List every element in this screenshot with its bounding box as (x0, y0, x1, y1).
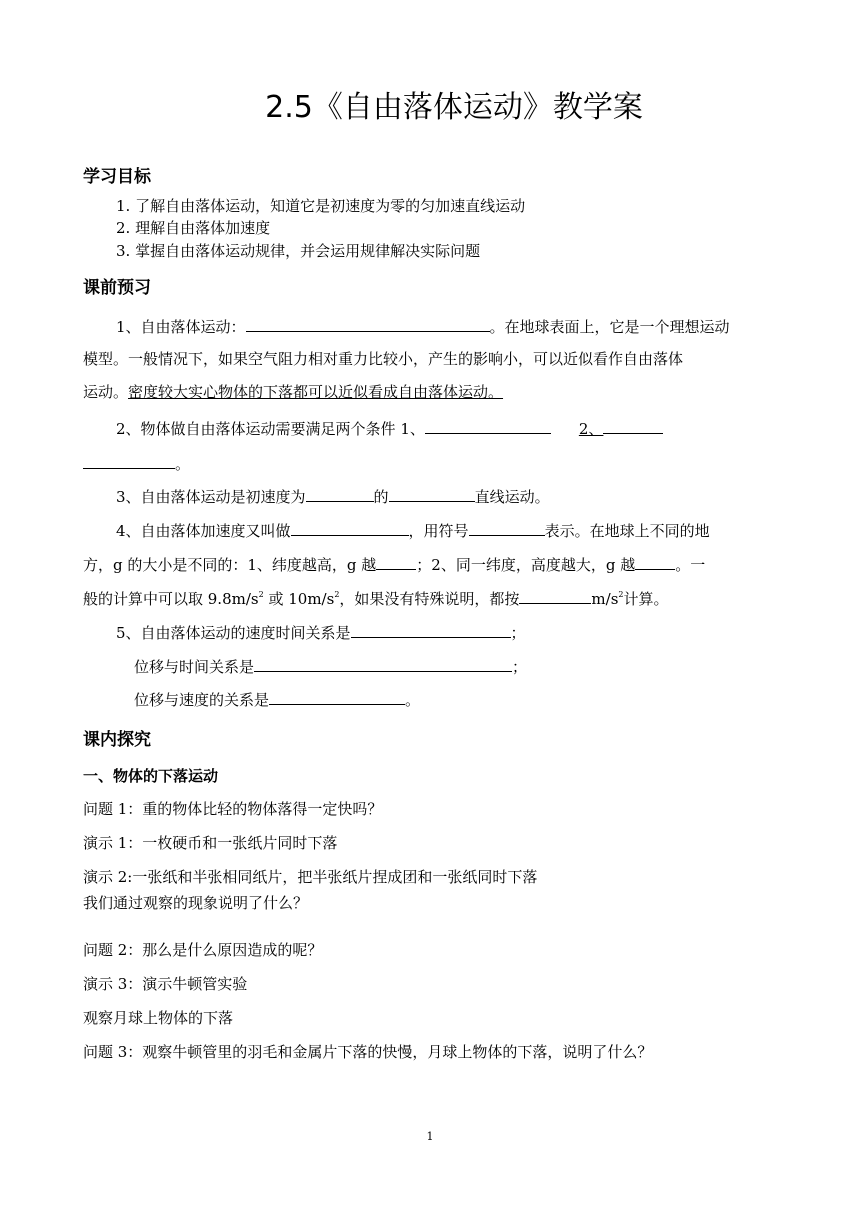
preview-heading: 课前预习 (83, 278, 151, 298)
text: 直线运动。 (474, 488, 550, 506)
preview-item-5 (116, 621, 526, 643)
answer-blank[interactable] (635, 553, 675, 570)
text: 般的计算中可以取 9.8m/s (83, 590, 259, 608)
text: 2、物体做自由落体运动需要满足两个条件 1、 (116, 420, 425, 438)
explore-line: 问题 1：重的物体比轻的物体落得一定快吗？ (83, 800, 383, 818)
explore-line: 演示 1：一枚硬币和一张纸片同时下落 (83, 834, 338, 852)
underlined-text: 密度较大实心物体的下落都可以近似看成自由落体运动。 (128, 383, 504, 401)
preview-item-4 (116, 519, 710, 541)
preview-text-line (83, 382, 503, 402)
preview-item-3 (116, 485, 550, 507)
answer-blank[interactable] (469, 519, 545, 536)
answer-blank[interactable] (376, 553, 416, 570)
preview-text-line (134, 655, 527, 677)
text: 1、自由落体运动： (116, 318, 246, 336)
text: 或 10m/s (263, 590, 335, 608)
text: 2、 (578, 420, 604, 438)
page-number: 1 (426, 1130, 434, 1143)
text: 5、自由落体运动的速度时间关系是 (116, 624, 351, 642)
text: ，用符号 (408, 522, 469, 540)
text: 位移与时间关系是 (134, 658, 255, 676)
text: 表示。在地球上不同的地 (544, 522, 710, 540)
text: ；2、同一纬度，高度越大，g 越 (416, 556, 636, 574)
superscript: 2 (618, 590, 624, 599)
text: ； (510, 624, 526, 642)
text: 方，g 的大小是不同的：1、纬度越高，g 越 (83, 556, 377, 574)
goal-item: 3. 掌握自由落体运动规律，并会运用规律解决实际问题 (116, 242, 481, 260)
explore-line: 问题 2：那么是什么原因造成的呢？ (83, 941, 323, 959)
text: 4、自由落体加速度又叫做 (116, 522, 291, 540)
text: ，如果没有特殊说明，都按 (339, 590, 520, 608)
goal-item: 2. 理解自由落体加速度 (116, 219, 271, 237)
preview-text-line: 模型。一般情况下，如果空气阻力相对重力比较小，产生的影响小，可以近似看作自由落体 (83, 350, 684, 368)
explore-line: 演示 2:一张纸和半张相同纸片，把半张纸片捏成团和一张纸同时下落 (83, 868, 538, 886)
explore-line: 我们通过观察的现象说明了什么？ (83, 894, 309, 912)
answer-blank[interactable] (603, 417, 663, 434)
text: 运动。 (83, 383, 129, 401)
text: 位移与速度的关系是 (134, 691, 270, 709)
superscript: 2 (334, 590, 340, 599)
answer-blank[interactable] (351, 621, 511, 638)
answer-blank[interactable] (306, 485, 374, 502)
preview-item-2 (116, 417, 663, 439)
preview-text-line (83, 452, 190, 474)
answer-blank[interactable] (519, 587, 591, 604)
answer-blank[interactable] (389, 485, 475, 502)
goals-heading: 学习目标 (83, 167, 151, 187)
text: ； (512, 658, 528, 676)
answer-blank[interactable] (425, 417, 551, 434)
explore-line: 观察月球上物体的下落 (83, 1009, 234, 1027)
text: m/s (591, 590, 619, 608)
text: 计算。 (623, 590, 669, 608)
text: 。在地球表面上，它是一个理想运动 (489, 318, 730, 336)
answer-blank[interactable] (254, 655, 512, 672)
explore-subheading: 一、物体的下落运动 (83, 767, 219, 785)
answer-blank[interactable] (269, 688, 405, 705)
superscript: 2 (258, 590, 264, 599)
answer-blank[interactable] (83, 452, 175, 469)
preview-text-line (83, 553, 705, 575)
explore-line: 演示 3：演示牛顿管实验 (83, 975, 248, 993)
text: 。一 (675, 556, 706, 574)
answer-blank[interactable] (246, 315, 490, 332)
answer-blank[interactable] (291, 519, 409, 536)
preview-text-line (83, 587, 669, 609)
explore-heading: 课内探究 (83, 730, 151, 750)
page-title: 2.5《自由落体运动》教学案 (265, 90, 643, 125)
text: 3、自由落体运动是初速度为 (116, 488, 306, 506)
text: 。 (175, 455, 191, 473)
preview-text-line (134, 688, 420, 710)
text: 的 (373, 488, 389, 506)
text: 。 (405, 691, 421, 709)
explore-line: 问题 3：观察牛顿管里的羽毛和金属片下落的快慢，月球上物体的下落，说明了什么？ (83, 1043, 653, 1061)
goal-item: 1. 了解自由落体运动，知道它是初速度为零的匀加速直线运动 (116, 197, 526, 215)
preview-item-1 (116, 315, 730, 337)
